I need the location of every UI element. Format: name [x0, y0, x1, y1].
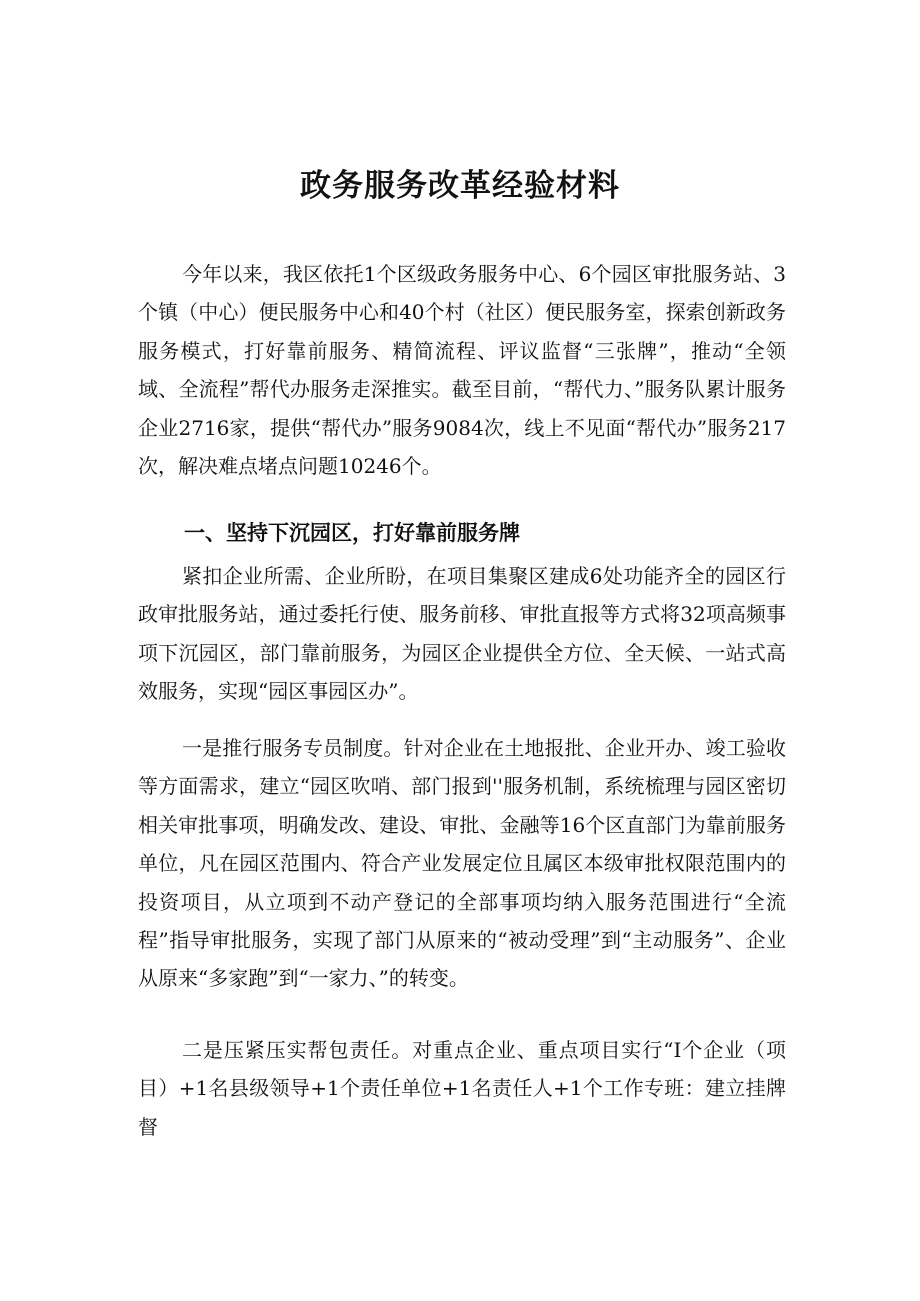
- section1-intro-paragraph: 紧扣企业所需、企业所盼，在项目集聚区建成6处功能齐全的园区行政审批服务站，通过委托行使、服务前移、审批直报等方式将32项高频事项下沉园区，部门靠前服务，为园区企业提供全方位、全天候、一站式高效服务，实现“园区事园区办”。: [138, 564, 786, 704]
- point-2-paragraph: 二是压紧压实帮包责任。对重点企业、重点项目实行“I个企业（项目）+1名县级领导+1个责任单位+1名责任人+1个工作专班：建立挂牌督: [138, 1038, 786, 1139]
- section-heading-1: 一、坚持下沉园区，打好靠前服务牌: [184, 521, 520, 545]
- point-1-paragraph: 一是推行服务专员制度。针对企业在土地报批、企业开办、竣工验收等方面需求，建立“园区吹哨、部门报到''服务机制，系统梳理与园区密切相关审批事项，明确发改、建设、审批、金融等16个区直部门为靠前服务单位，凡在园区范围内、符合产业发展定位且属区本级审批权限范围内的投资项目，从立项到不动产登记的全部事项均纳入服务范围进行“全流程”指导审批服务，实现了部门从原来的“被动受理”到“主动服务”、企业从原来“多家跑”到“一家力、”的转变。: [138, 736, 786, 991]
- intro-paragraph: 今年以来，我区依托1个区级政务服务中心、6个园区审批服务站、3个镇（中心）便民服务中心和40个村（社区）便民服务室，探索创新政务服务模式，打好靠前服务、精简流程、评议监督“三张牌”，推动“全领域、全流程”帮代办服务走深推实。截至目前，“帮代力、”服务队累计服务企业2716家，提供“帮代办”服务9084次，线上不见面“帮代办”服务217次，解决难点堵点问题10246个。: [138, 262, 786, 479]
- document-title: 政务服务改革经验材料: [300, 168, 620, 204]
